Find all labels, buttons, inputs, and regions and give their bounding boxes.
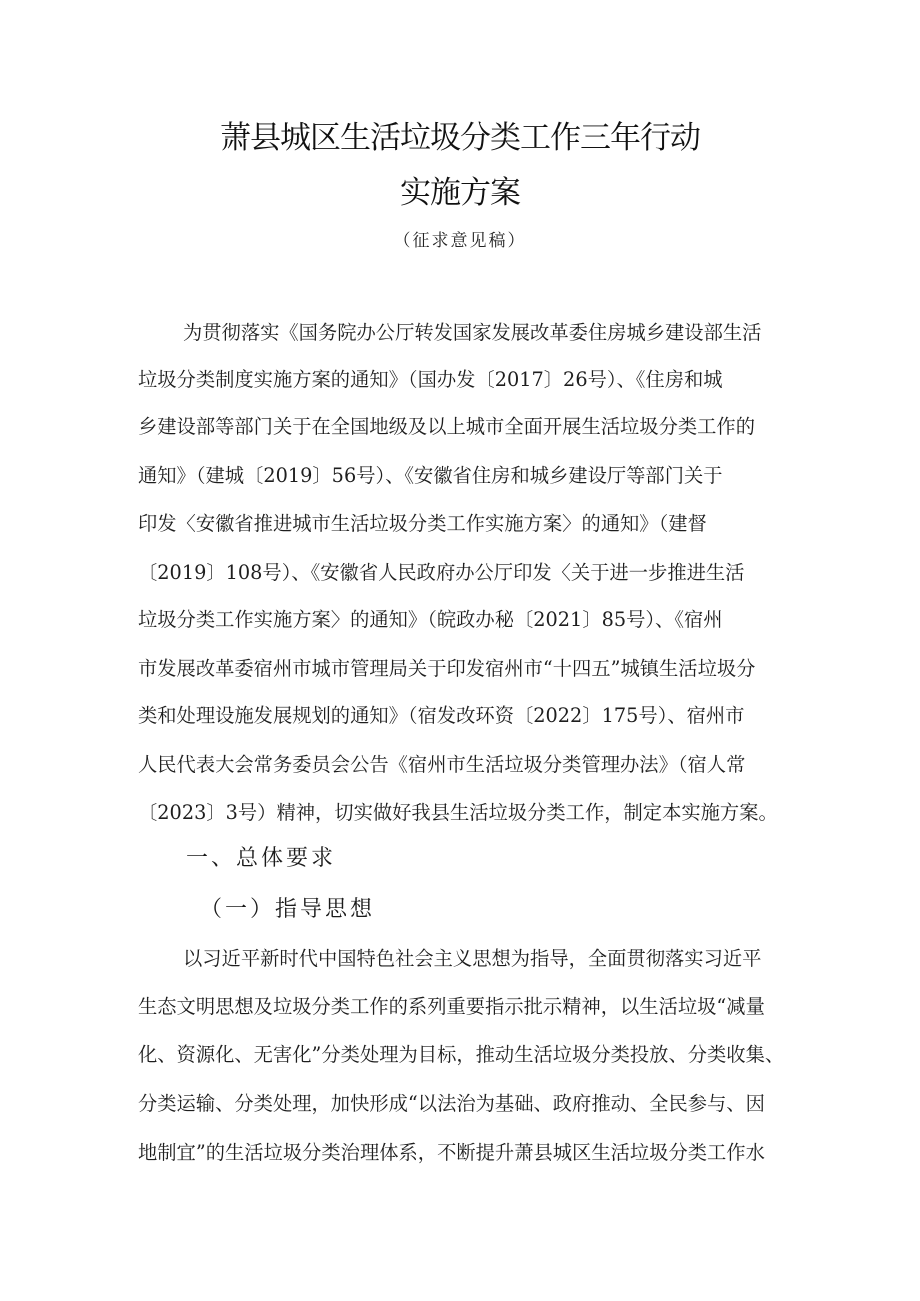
document-subtitle: （征求意见稿） (393, 231, 527, 251)
paragraph2-line: 生态文明思想及垃圾分类工作的系列重要指示批示精神，以生活垃圾“减量 (138, 995, 765, 1018)
paragraph1-line: 乡建设部等部门关于在全国地级及以上城市全面开展生活垃圾分类工作的 (138, 415, 755, 438)
paragraph1-line: 类和处理设施发展规划的通知》（宿发改环资〔2022〕175号）、宿州市 (138, 704, 745, 727)
paragraph1-line: 〔2019〕108号）、《安徽省人民政府办公厅印发〈关于进一步推进生活 (138, 561, 745, 584)
paragraph2-line: 分类运输、分类处理，加快形成“以法治为基础、政府推动、全民参与、因 (138, 1092, 765, 1115)
paragraph1-line: 为贯彻落实《国务院办公厅转发国家发展改革委住房城乡建设部生活 (183, 321, 762, 344)
paragraph2-line: 地制宜”的生活垃圾分类治理体系，不断提升萧县城区生活垃圾分类工作水 (138, 1141, 765, 1164)
paragraph1-line: 〔2023〕3号）精神，切实做好我县生活垃圾分类工作，制定本实施方案。 (138, 801, 778, 824)
paragraph1-line: 印发〈安徽省推进城市生活垃圾分类工作实施方案〉的通知》（建督 (138, 512, 707, 535)
subsection-heading: （一）指导思想 (200, 897, 376, 922)
section-heading: 一、总体要求 (186, 846, 337, 871)
paragraph2-line: 以习近平新时代中国特色社会主义思想为指导，全面贯彻落实习近平 (183, 947, 762, 970)
paragraph1-line: 垃圾分类工作实施方案〉的通知》（皖政办秘〔2021〕85号）、《宿州 (138, 608, 723, 631)
paragraph1-line: 市发展改革委宿州市城市管理局关于印发宿州市“十四五”城镇生活垃圾分 (138, 657, 756, 680)
document-title-line2: 实施方案 (400, 175, 520, 211)
paragraph1-line: 人民代表大会常务委员会公告《宿州市生活垃圾分类管理办法》（宿人常 (138, 753, 746, 776)
paragraph1-line: 通知》（建城〔2019〕56号）、《安徽省住房和城乡建设厅等部门关于 (138, 464, 723, 487)
paragraph1-line: 垃圾分类制度实施方案的通知》（国办发〔2017〕26号）、《住房和城 (138, 368, 723, 391)
document-title-line1: 萧县城区生活垃圾分类工作三年行动 (220, 120, 700, 156)
paragraph2-line: 化、资源化、无害化”分类处理为目标，推动生活垃圾分类投放、分类收集、 (138, 1043, 785, 1066)
